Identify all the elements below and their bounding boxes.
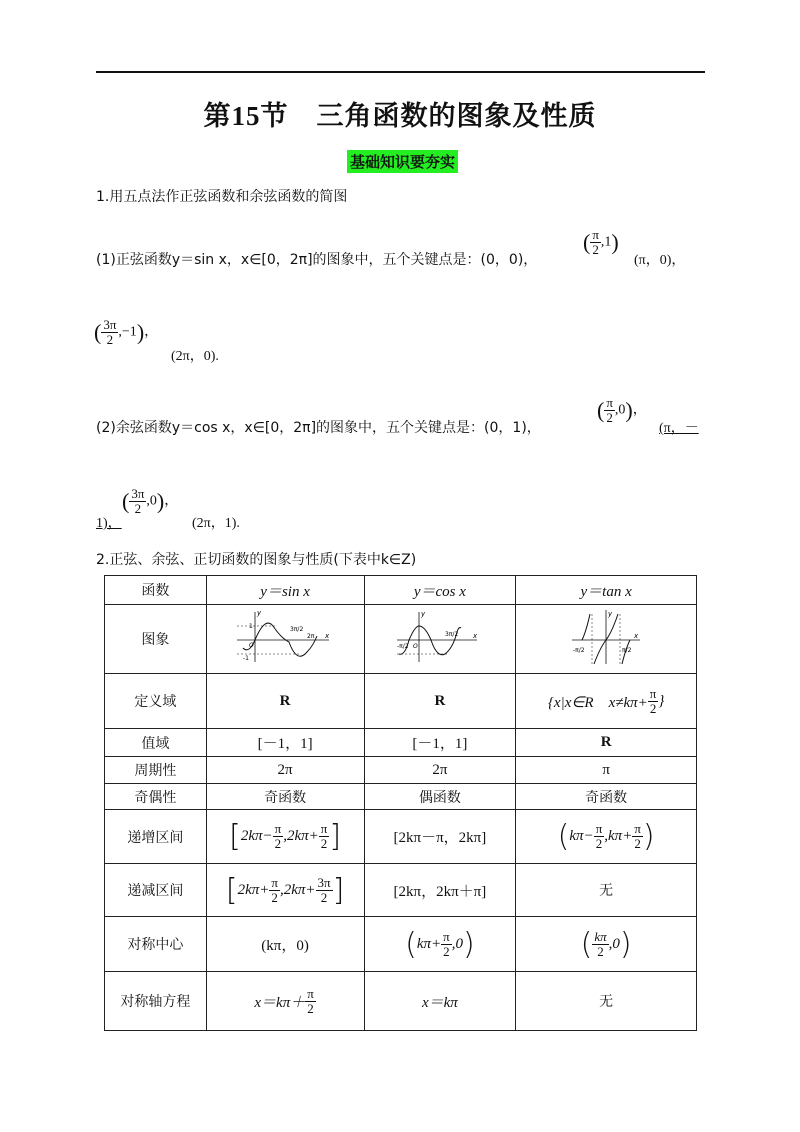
label-decreasing: 递减区间 [105,864,207,917]
cos-origin: O [412,643,418,650]
center-sin: (kπ，0) [206,917,364,972]
graph-cos [364,605,516,674]
center-cos: ( kπ+ $\frac{\pi}{2}$ ,0 ) [364,917,516,972]
sin-3pi2: 3π/2 [290,626,304,633]
period-tan: π [516,757,697,784]
inc-cos: [2kπ－π，2kπ] [364,810,516,864]
graph-tan [516,605,697,674]
section1-heading: 1.用五点法作正弦函数和余弦函数的简图 [96,189,348,205]
dec-tan: 无 [516,864,697,917]
point-3pi2-neg1: ( $\frac{3\pi}{2}$ ,−1)， [94,317,159,347]
point-pi-0: (π，0)， [634,253,686,268]
header-function: 函数 [105,576,207,605]
sin-origin: O [249,642,254,649]
dec-sin: [ 2kπ+ $\frac{\pi}{2}$ ,2kπ+ $\frac{3\pi}{2}$ ] [206,864,364,917]
range-cos: [－1，1] [364,729,516,757]
sin-y-label: y [257,609,262,617]
cos-neg-pi2: -π/2 [396,643,409,650]
center-tan: ( $\frac{k\pi}{2}$ ,0 ) [516,917,697,972]
period-sin: 2π [206,757,364,784]
para-sin-keypoints: (1)正弦函数y＝sin x，x∈[0，2π]的图象中，五个关键点是：(0，0)， [96,252,538,268]
axis-cos: x＝kπ [364,972,516,1031]
cos-graph [395,608,485,666]
page-title: 第15节 三角函数的图象及性质 [203,101,597,132]
domain-sin: R [206,674,364,729]
point-pi2-0: ( $\frac{\pi}{2}$ ,0)， [597,395,647,425]
sin-neg1: -1 [243,655,250,662]
top-rule [96,71,705,73]
label-period: 周期性 [105,757,207,784]
range-tan: R [516,729,697,757]
tan-neg-pi2: -π/2 [573,647,585,654]
label-axis: 对称轴方程 [105,972,207,1031]
domain-tan: {x|x∈R x≠kπ+ $\frac{\pi}{2}$ } [516,674,697,729]
range-sin: [－1，1] [206,729,364,757]
sin-graph [235,608,335,666]
cos-y-label: y [420,610,426,618]
sin-2pi: 2π [307,633,315,640]
label-domain: 定义域 [105,674,207,729]
cos-3pi2: 3π/2 [444,631,459,638]
sin-one: 1 [249,623,253,630]
header-sin: y＝sin x [206,576,364,605]
parity-tan: 奇函数 [516,784,697,810]
para-cos-keypoints: (2)余弦函数y＝cos x，x∈[0，2π]的图象中，五个关键点是：(0，1)， [96,420,541,436]
parity-sin: 奇函数 [206,784,364,810]
parity-cos: 偶函数 [364,784,516,810]
label-center: 对称中心 [105,917,207,972]
header-tan: y＝tan x [516,576,697,605]
domain-cos: R [364,674,516,729]
cos-x-label: x [472,632,478,640]
axis-tan: 无 [516,972,697,1031]
inc-tan: ( kπ− $\frac{\pi}{2}$ ,kπ+ $\frac{\pi}{2}$ ) [516,810,697,864]
tan-graph [570,608,642,666]
point-pi2-1: ( $\frac{\pi}{2}$ ,1) [583,227,619,257]
axis-sin: x＝kπ＋ $\frac{\pi}{2}$ [206,972,364,1031]
label-graph: 图象 [105,605,207,674]
label-increasing: 递增区间 [105,810,207,864]
point-3pi2-0: ( $\frac{3\pi}{2}$ ,0)， [122,486,179,516]
header-cos: y＝cos x [364,576,516,605]
inc-sin: [ 2kπ− $\frac{\pi}{2}$ ,2kπ+ $\frac{\pi}{2}$ ] [206,810,364,864]
label-parity: 奇偶性 [105,784,207,810]
label-range: 值域 [105,729,207,757]
period-cos: 2π [364,757,516,784]
trig-properties-table [104,575,697,1031]
tan-y-label: y [608,610,613,618]
dec-cos: [2kπ，2kπ＋π] [364,864,516,917]
sin-x-label: x [325,632,330,640]
point-pi-neg1-a: (π，－ [659,421,699,436]
point-pi-neg1-b: 1)， [96,516,122,531]
point-2pi-0: (2π，0). [171,349,219,364]
tan-pi2: π/2 [622,647,632,654]
section2-heading: 2.正弦、余弦、正切函数的图象与性质(下表中k∈Z) [96,552,417,568]
graph-sin [206,605,364,674]
tan-x-label: x [634,632,639,640]
point-2pi-1: (2π，1). [192,516,240,531]
section-badge: 基础知识要夯实 [347,150,458,173]
